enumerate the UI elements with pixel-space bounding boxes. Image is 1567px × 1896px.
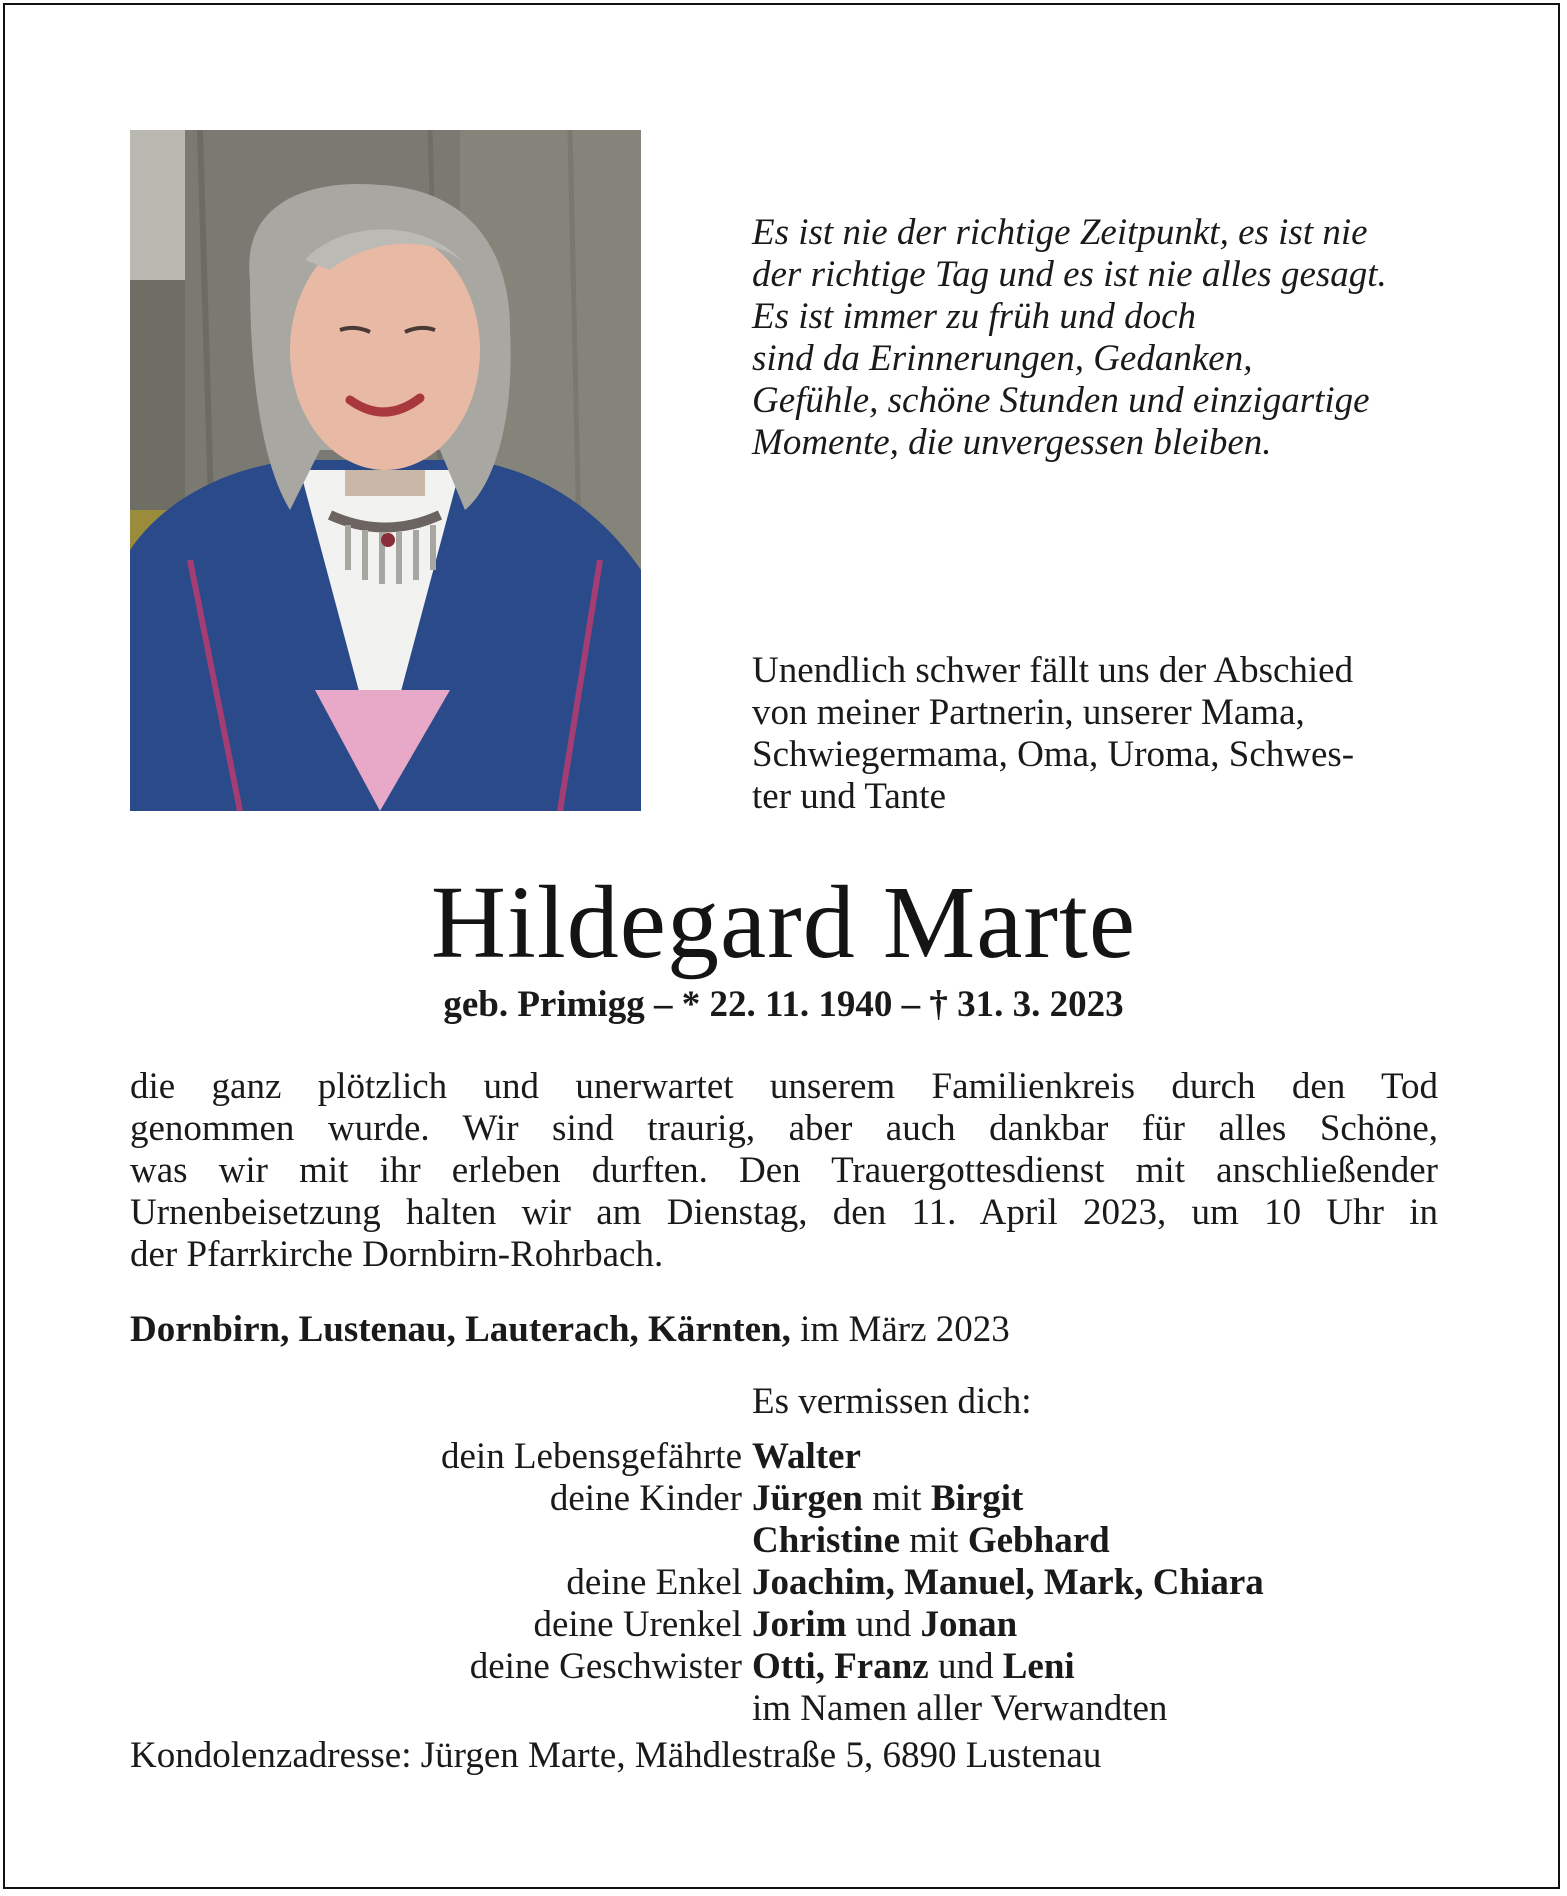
announcement-body	[130, 1066, 1438, 1276]
mourner-connector: mit	[863, 1478, 931, 1519]
mourner-names	[752, 1646, 1460, 1688]
mourner-name: Jonan	[920, 1604, 1018, 1645]
mourner-connector: mit	[900, 1520, 968, 1561]
mourner-name: Joachim, Manuel, Mark, Chiara	[752, 1562, 1264, 1603]
mourner-relation: deine Kinder	[549, 1478, 742, 1519]
mourner-row	[130, 1604, 1460, 1646]
poem-line: Es ist nie der richtige Zeitpunkt, es ist nie	[752, 212, 1368, 253]
mourner-relation	[130, 1520, 752, 1562]
mourner-row	[130, 1478, 1460, 1520]
mourner-row	[130, 1646, 1460, 1688]
intro-line: von meiner Partnerin, unserer Mama,	[752, 692, 1305, 733]
date-text: im März 2023	[790, 1309, 1010, 1350]
mourner-name: Otti, Franz	[752, 1646, 929, 1687]
mourner-names	[752, 1688, 1460, 1730]
mourner-name: Leni	[1002, 1646, 1075, 1687]
mourner-name: Gebhard	[967, 1520, 1110, 1561]
portrait-photo	[130, 130, 641, 811]
mourners-list	[130, 1436, 1460, 1730]
mourner-names	[752, 1436, 1460, 1478]
mourner-row	[130, 1562, 1460, 1604]
mourner-name: Jorim	[752, 1604, 847, 1645]
places: Dornbirn, Lustenau, Lauterach, Kärnten,	[130, 1309, 791, 1350]
mourner-connector: und	[846, 1604, 921, 1645]
deceased-name: Hildegard Marte	[430, 865, 1137, 980]
mourner-relation: dein Lebensgefährte	[441, 1436, 742, 1477]
poem-line: Momente, die unvergessen bleiben.	[752, 422, 1272, 463]
body-line: der Pfarrkirche Dornbirn-Rohrbach.	[130, 1234, 664, 1275]
intro-line: ter und Tante	[752, 776, 946, 817]
poem-verse	[752, 212, 1472, 464]
poem-line: Gefühle, schöne Stunden und einzigartige	[752, 380, 1370, 421]
intro-line: Schwiegermama, Oma, Uroma, Schwes-	[752, 734, 1355, 775]
mourner-relation: deine Enkel	[566, 1562, 742, 1603]
mourner-relation: deine Urenkel	[533, 1604, 742, 1645]
intro-line: Unendlich schwer fällt uns der Abschied	[752, 650, 1354, 691]
mourner-name: Birgit	[930, 1478, 1024, 1519]
mourner-names	[752, 1478, 1460, 1520]
birth-death-dates: geb. Primigg – * 22. 11. 1940 – † 31. 3. 2023	[443, 984, 1124, 1025]
mourner-names	[752, 1562, 1460, 1604]
poem-line: der richtige Tag und es ist nie alles gesagt.	[752, 254, 1387, 295]
mourner-row	[130, 1520, 1460, 1562]
condolence-address: Kondolenzadresse: Jürgen Marte, Mähdlestraße 5, 6890 Lustenau	[130, 1735, 1102, 1776]
mourner-connector: im Namen aller Verwandten	[752, 1688, 1168, 1729]
place-date-line	[130, 1308, 1330, 1352]
mourner-relation	[130, 1688, 752, 1730]
mourners-heading: Es vermissen dich:	[752, 1381, 1032, 1422]
intro-text	[752, 650, 1462, 818]
mourner-names	[752, 1604, 1460, 1646]
body-line: genommen wurde. Wir sind traurig, aber auch dankbar für alles Schöne,	[130, 1108, 1438, 1149]
poem-line: Es ist immer zu früh und doch	[752, 296, 1196, 337]
mourner-connector: und	[928, 1646, 1003, 1687]
mourner-name: Jürgen	[752, 1478, 863, 1519]
poem-line: sind da Erinnerungen, Gedanken,	[752, 338, 1253, 379]
body-line: die ganz plötzlich und unerwartet unserem Familienkreis durch den Tod	[130, 1066, 1438, 1107]
mourner-name: Walter	[752, 1436, 861, 1477]
mourner-names	[752, 1520, 1460, 1562]
mourner-name: Christine	[752, 1520, 900, 1561]
mourner-row	[130, 1436, 1460, 1478]
body-line: Urnenbeisetzung halten wir am Dienstag, den 11. April 2023, um 10 Uhr in	[130, 1192, 1438, 1233]
mourner-relation: deine Geschwister	[469, 1646, 742, 1687]
mourner-row	[130, 1688, 1460, 1730]
body-line: was wir mit ihr erleben durften. Den Trauergottesdienst mit anschließender	[130, 1150, 1438, 1191]
